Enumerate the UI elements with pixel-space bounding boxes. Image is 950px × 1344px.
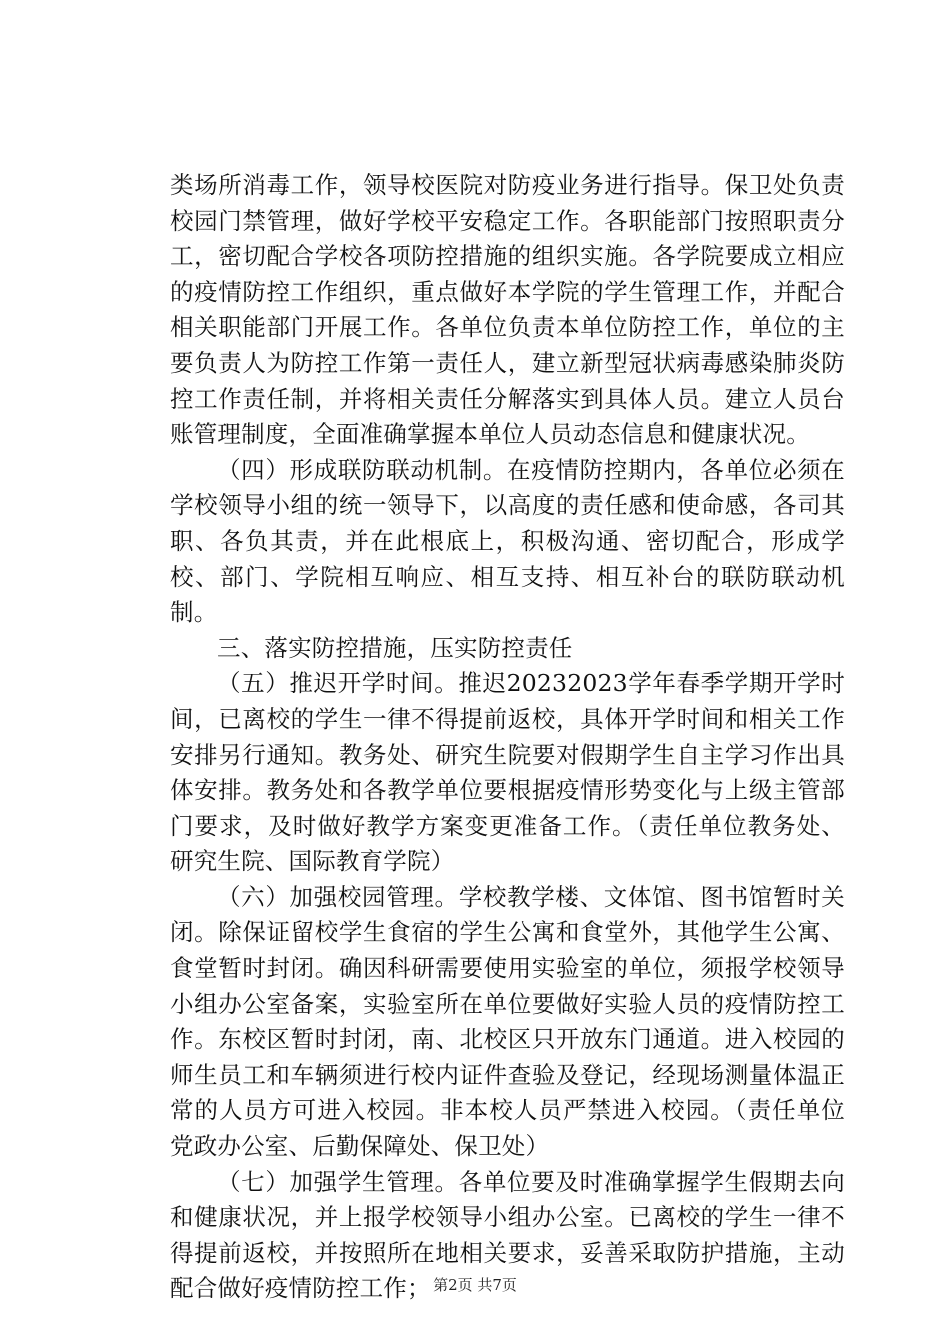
paragraph-1: 类场所消毒工作，领导校医院对防疫业务进行指导。保卫处负责校园门禁管理，做好学校平安稳定工作。各职能部门按照职责分工，密切配合学校各项防控措施的组织实施。各学院要成立相应的疫情防控工作组织，重点做好本学院的学生管理工作，并配合相关职能部门开展工作。各单位负责本单位防控工作，单位的主要负责人为防控工作第一责任人，建立新型冠状病毒感染肺炎防控工作责任制，并将相关责任分解落实到具体人员。建立人员台账管理制度，全面准确掌握本单位人员动态信息和健康状况。	[170, 171, 845, 449]
document-body	[170, 168, 845, 1307]
paragraph-6: （七）加强学生管理。各单位要及时准确掌握学生假期去向和健康状况，并上报学校领导小组办公室。已离校的学生一律不得提前返校，并按照所在地相关要求，妥善采取防护措施，主动配合做好疫情防控工作；	[170, 1167, 845, 1303]
section-heading: 三、落实防控措施，压实防控责任	[217, 633, 573, 662]
paragraph-4: （五）推迟开学时间。推迟20232023学年春季学期开学时间，已离校的学生一律不得提前返校，具体开学时间和相关工作安排另行通知。教务处、研究生院要对假期学生自主学习作出具体安排。教务处和各教学单位要根据疫情形势变化与上级主管部门要求，及时做好教学方案变更准备工作。（责任单位教务处、研究生院、国际教育学院）	[170, 669, 845, 876]
page-number: 第2页 共7页	[433, 1276, 517, 1294]
paragraph-5: （六）加强校园管理。学校教学楼、文体馆、图书馆暂时关闭。除保证留校学生食宿的学生公寓和食堂外，其他学生公寓、食堂暂时封闭。确因科研需要使用实验室的单位，须报学校领导小组办公室备案，实验室所在单位要做好实验人员的疫情防控工作。东校区暂时封闭，南、北校区只开放东门通道。进入校园的师生员工和车辆须进行校内证件查验及登记，经现场测量体温正常的人员方可进入校园。非本校人员严禁进入校园。（责任单位党政办公室、后勤保障处、保卫处）	[170, 882, 845, 1161]
paragraph-2: （四）形成联防联动机制。在疫情防控期内，各单位必须在学校领导小组的统一领导下，以高度的责任感和使命感，各司其职、各负其责，并在此根底上，积极沟通、密切配合，形成学校、部门、学院相互响应、相互支持、相互补台的联防联动机制。	[170, 455, 845, 627]
